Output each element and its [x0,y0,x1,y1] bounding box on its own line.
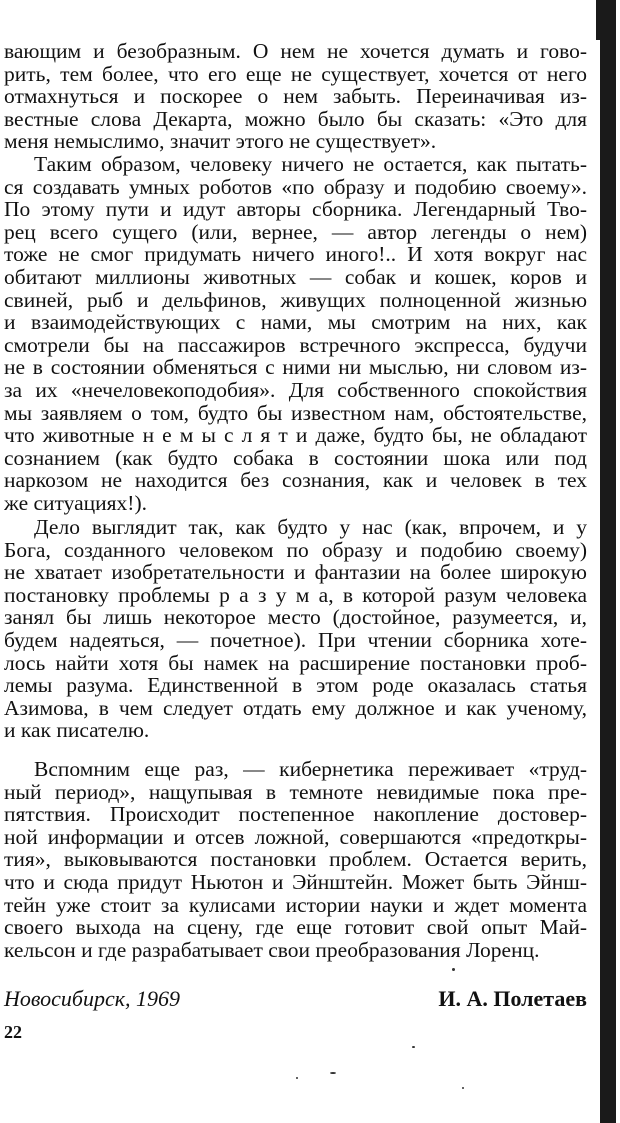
print-speck [296,1077,298,1079]
text-line: что животные н е м ы с л я т и даже, будто бы, не обладают [4,423,587,448]
print-speck [330,1072,336,1074]
text-line: сознанием (как будто собака в состоянии шока или под [4,445,587,470]
page-edge-notch [596,0,600,40]
text-line: своего выхода на сцену, где еще готовит свой опыт Май- [4,915,587,940]
text-line: рец всего сущего (или, вернее, — автор легенды о нем) [4,219,587,244]
text-line: будем надеяться, — почетное). При чтении сборника хоте- [4,628,587,652]
text-line: что и сюда придут Ньютон и Эйнштейн. Может быть Эйнш- [4,870,587,894]
text-line: Дело выглядит так, как будто у нас (как, впрочем, и у [34,515,587,539]
text-line: и взаимодействующих с нами, мы смотрим на них, как [4,310,587,335]
text-line: занял бы лишь некоторое место (достойное, разумеется, и, [4,605,587,630]
text-line: свиней, рыб и дельфинов, живущих полноценной жизнью [4,287,587,312]
text-line: Таким образом, человеку ничего не остается, как пытать- [34,152,587,176]
text-line: и как писателю. [4,718,150,743]
text-line: тия», выковываются постановки проблем. Остается верить, [4,847,587,872]
text-line: отмахнуться и поскорее о нем забыть. Переиначивая из- [4,84,587,109]
page-number: 22 [4,1022,22,1042]
text-line: не в состоянии обменяться с ними ни мыслью, ни словом из- [4,355,587,380]
author-name: И. А. Полетаев [438,986,587,1011]
text-line: тоже не смог придумать ничего иного!.. И хотя вокруг нас [4,242,587,267]
text-line: не хватает изобретательности и фантазии на более широкую [4,560,587,585]
text-line: вестные слова Декарта, можно было бы сказать: «Это для [4,106,587,131]
text-line: ся создавать умных роботов «по образу и подобию своему». [4,174,587,199]
text-line: же ситуациях!). [4,491,148,515]
text-line: рить, тем более, что его еще не существует, хочется от него [4,61,587,86]
text-line: за их «нечеловекоподобия». Для собственного спокойствия [4,378,587,402]
text-line: ной информации и отсев ложной, совершаются «предоткры- [4,824,587,849]
text-line: смотрели бы на пассажиров встречного экспресса, будучи [4,332,587,357]
text-line: Азимова, в чем следует отдать ему должное и как ученому, [4,695,587,720]
text-line: меня немыслимо, значит этого не существует». [4,129,437,154]
text-line: ный период», нащупывая в темноте невидимые пока пре- [4,779,587,804]
print-speck [412,1046,415,1048]
text-line: лемы разума. Единственной в этом роде оказалась статья [4,673,587,698]
text-line: лось найти хотя бы намек на расширение постановки проб- [4,650,587,675]
text-line: тейн уже стоит за кулисами истории науки и ждет момента [4,892,587,917]
text-line: обитают миллионы животных — собак и кошек, коров и [4,265,587,289]
text-line: Вспомним еще раз, — кибернетика переживает «труд- [34,757,587,781]
text-line: наркозом не находится без сознания, как и человек в тех [4,468,587,493]
text-line: кельсон и где разрабатывает свои преобразования Лоренц. [4,937,540,962]
text-line: мы заявляем о том, будто бы известном нам, обстоятельстве, [4,400,587,425]
page-edge-shadow [600,0,616,1123]
text-line: вающим и безобразным. О нем не хочется думать и гово- [4,39,587,63]
text-line: По этому пути и идут авторы сборника. Легендарный Тво- [4,197,587,222]
text-line: постановку проблемы р а з у м а, в которой разум человека [4,582,587,607]
place-and-year: Новосибирск, 1969 [4,986,181,1011]
text-line: Бога, созданного человеком по образу и подобию своему) [4,537,587,562]
print-speck [462,1087,464,1089]
text-line: пятствия. Происходит постепенное накопление достовер- [4,802,587,827]
signature-block [4,986,587,1016]
print-speck [452,968,455,971]
